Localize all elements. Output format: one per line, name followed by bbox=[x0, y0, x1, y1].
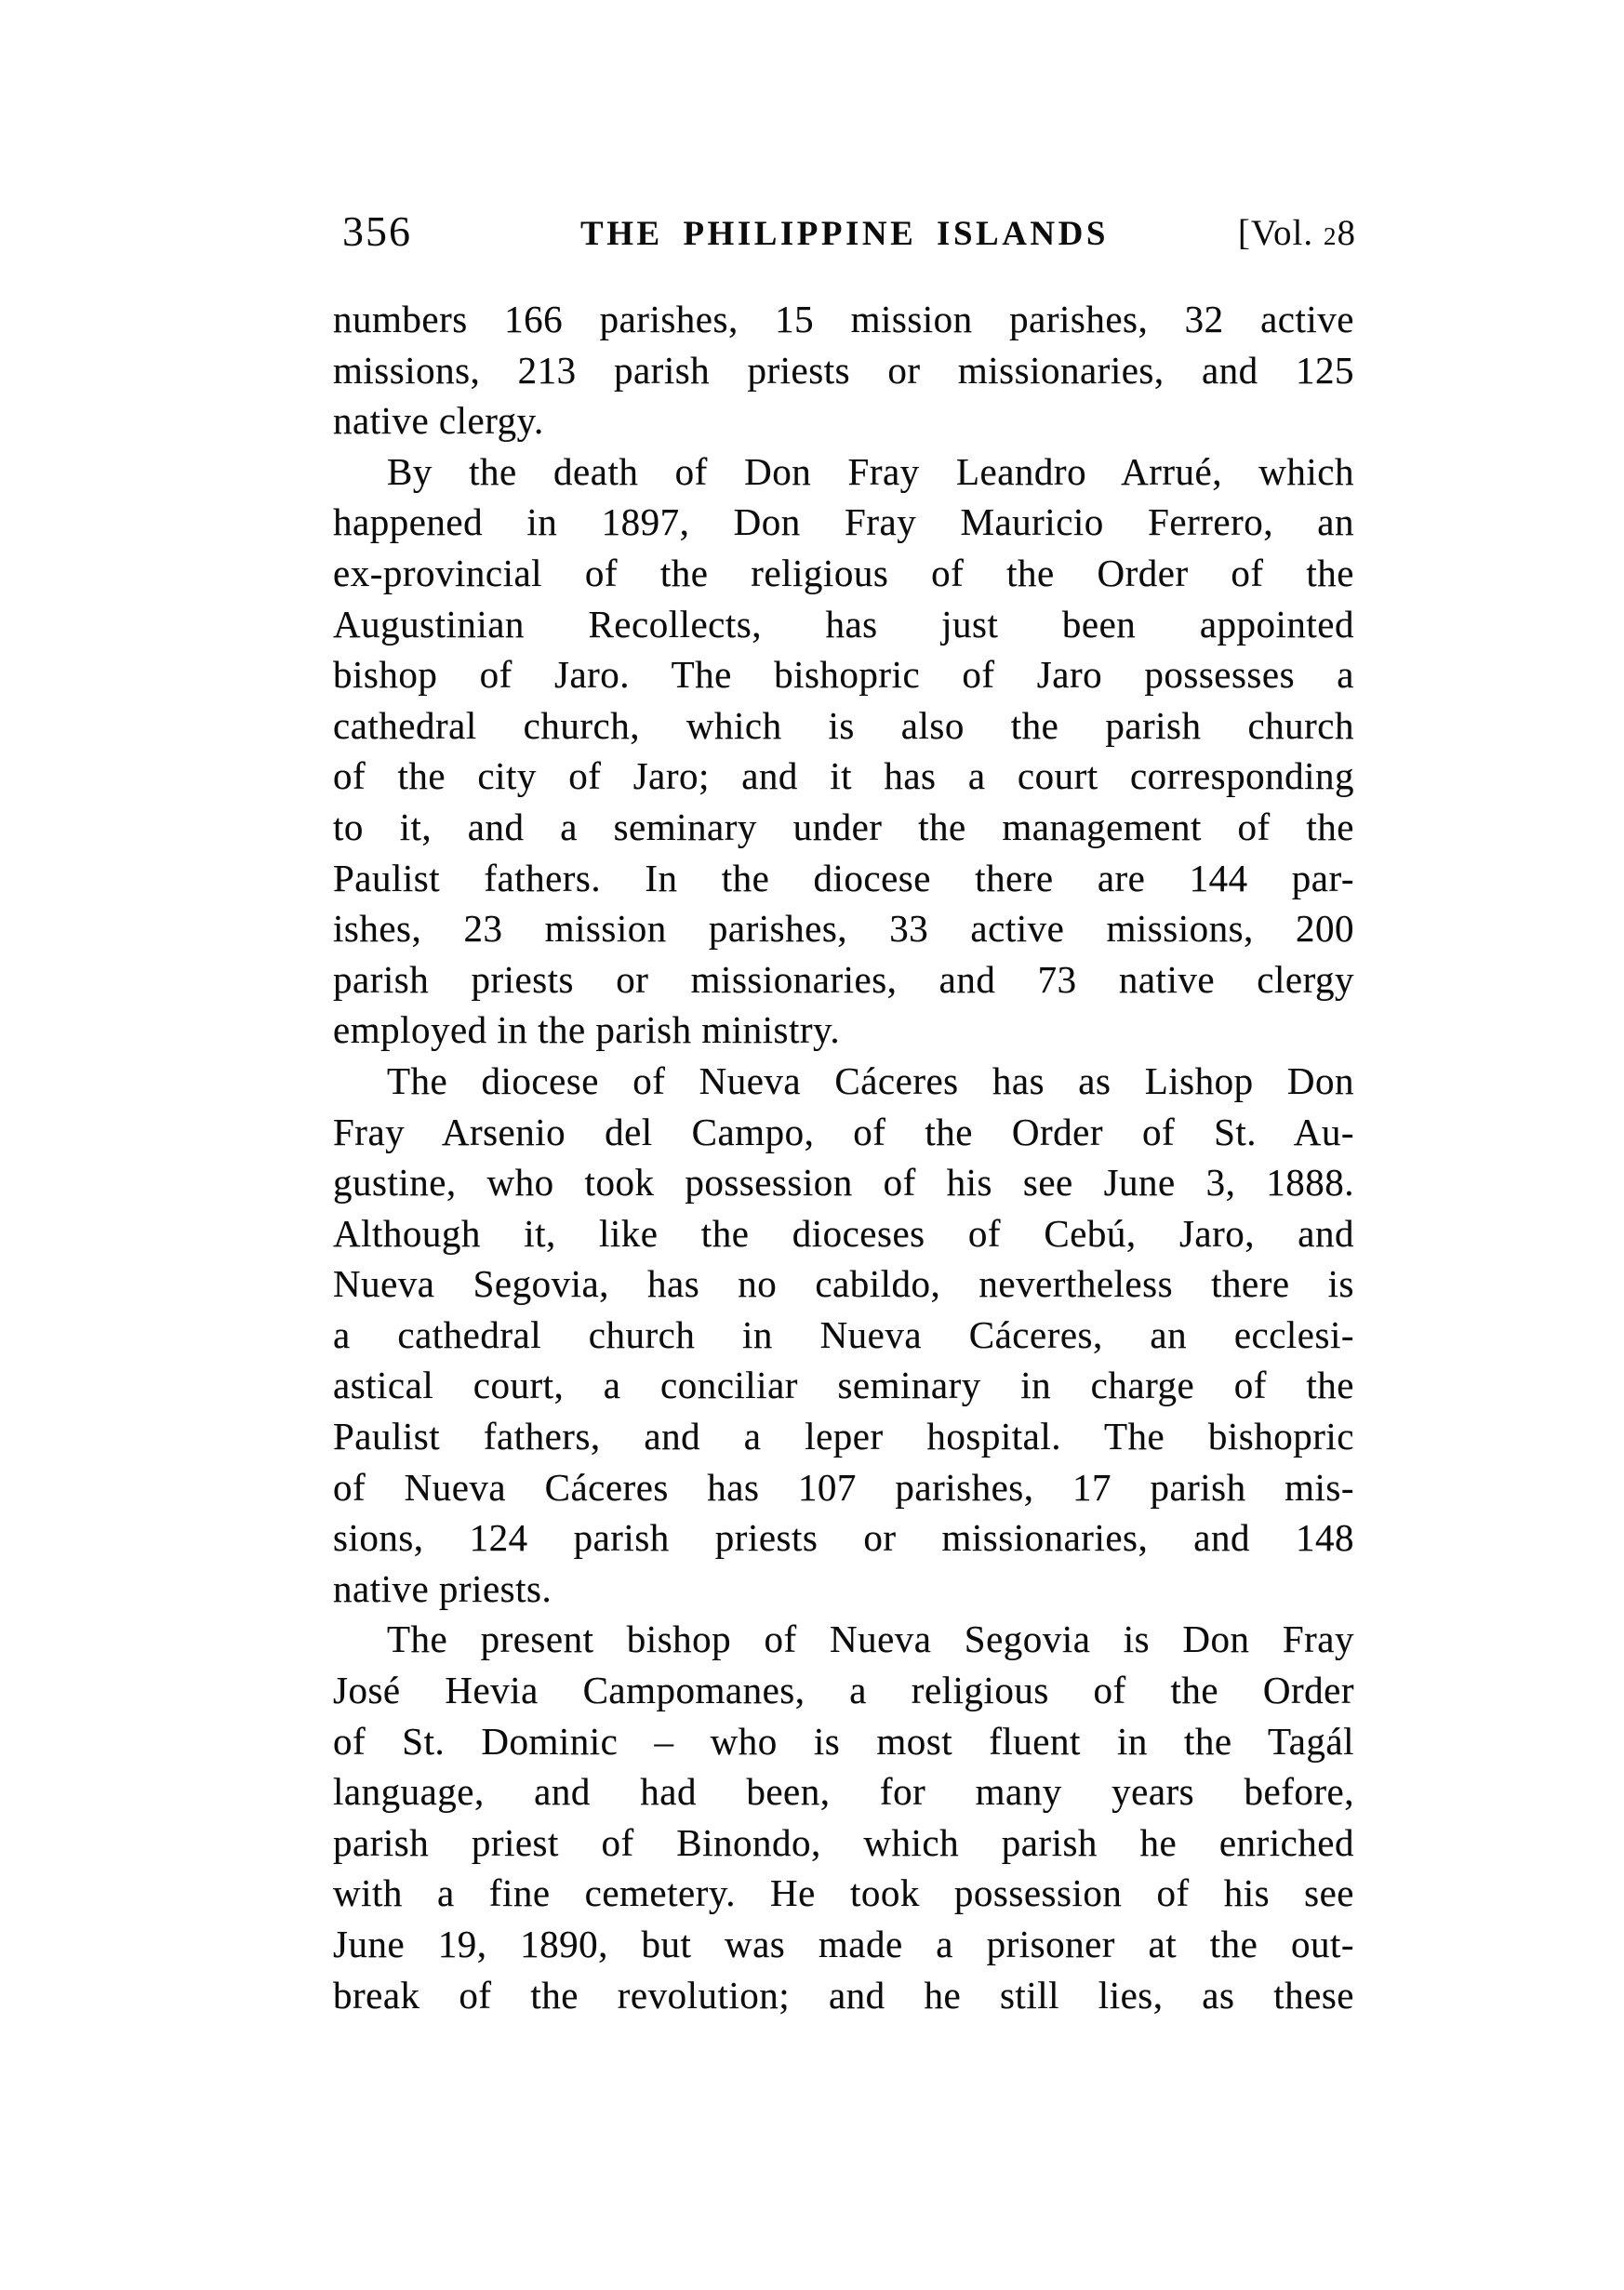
text-line: happened in 1897, Don Fray Mauricio Ferrero, an bbox=[333, 500, 1354, 544]
text-line: astical court, a conciliar seminary in charge of the bbox=[333, 1364, 1354, 1407]
text-line: The present bishop of Nueva Segovia is Don Fray bbox=[387, 1618, 1354, 1661]
text-line: cathedral church, which is also the parish church bbox=[333, 703, 1354, 747]
text-line: Paulist fathers. In the diocese there are 144 par- bbox=[333, 856, 1354, 899]
text-line: native clergy. bbox=[333, 399, 544, 443]
text-line: of St. Dominic – who is most fluent in the Tagál bbox=[333, 1719, 1354, 1763]
volume-digit-small: 2 bbox=[1323, 222, 1338, 250]
volume-digit: 8 bbox=[1337, 213, 1356, 253]
text-line: a cathedral church in Nueva Cáceres, an ecclesi- bbox=[333, 1312, 1354, 1356]
text-line: parish priests or missionaries, and 73 native clergy bbox=[333, 957, 1354, 1001]
text-line: Augustinian Recollects, has just been appointed bbox=[333, 602, 1354, 646]
text-line: bishop of Jaro. The bishopric of Jaro possesses a bbox=[333, 653, 1354, 697]
volume-label bbox=[1238, 215, 1356, 251]
text-line: ex-provincial of the religious of the Order of the bbox=[333, 551, 1354, 594]
page-body bbox=[333, 294, 1354, 2020]
text-line: to it, and a seminary under the management of the bbox=[333, 805, 1354, 848]
text-line: Nueva Segovia, has no cabildo, nevertheless there is bbox=[333, 1262, 1354, 1306]
text-line: gustine, who took possession of his see June 3, 1888. bbox=[333, 1161, 1354, 1205]
text-line: Paulist fathers, and a leper hospital. The bishopric bbox=[333, 1415, 1354, 1458]
text-line: break of the revolution; and he still lies, as these bbox=[333, 1973, 1354, 2017]
text-line: Fray Arsenio del Campo, of the Order of St. Au- bbox=[333, 1110, 1354, 1153]
text-line: ishes, 23 mission parishes, 33 active missions, 200 bbox=[333, 907, 1354, 951]
text-line: parish priest of Binondo, which parish he enriched bbox=[333, 1820, 1354, 1864]
text-line: native priests. bbox=[333, 1566, 552, 1610]
text-line: By the death of Don Fray Leandro Arrué, which bbox=[387, 449, 1354, 493]
text-line: of Nueva Cáceres has 107 parishes, 17 parish mis- bbox=[333, 1465, 1354, 1509]
text-line: employed in the parish ministry. bbox=[333, 1008, 841, 1052]
text-line: The diocese of Nueva Cáceres has as Lishop Don bbox=[387, 1058, 1354, 1102]
running-title: THE PHILIPPINE ISLANDS bbox=[580, 215, 1109, 253]
volume-prefix: [Vol. bbox=[1237, 213, 1324, 253]
text-line: Although it, like the dioceses of Cebú, Jaro, and bbox=[333, 1211, 1354, 1255]
text-line: with a fine cemetery. He took possession of his see bbox=[333, 1871, 1354, 1915]
text-line: language, and had been, for many years before, bbox=[333, 1770, 1354, 1814]
text-line: missions, 213 parish priests or missionaries, and 125 bbox=[333, 348, 1354, 392]
page-header bbox=[333, 197, 1356, 253]
text-line: numbers 166 parishes, 15 mission parishes, 32 active bbox=[333, 298, 1354, 340]
text-line: June 19, 1890, but was made a prisoner at the out- bbox=[333, 1923, 1354, 1965]
text-line: sions, 124 parish priests or missionaries, and 148 bbox=[333, 1516, 1354, 1560]
page-number: 356 bbox=[342, 207, 412, 255]
text-line: of the city of Jaro; and it has a court corresponding bbox=[333, 754, 1354, 798]
text-line: José Hevia Campomanes, a religious of the Order bbox=[333, 1669, 1354, 1712]
